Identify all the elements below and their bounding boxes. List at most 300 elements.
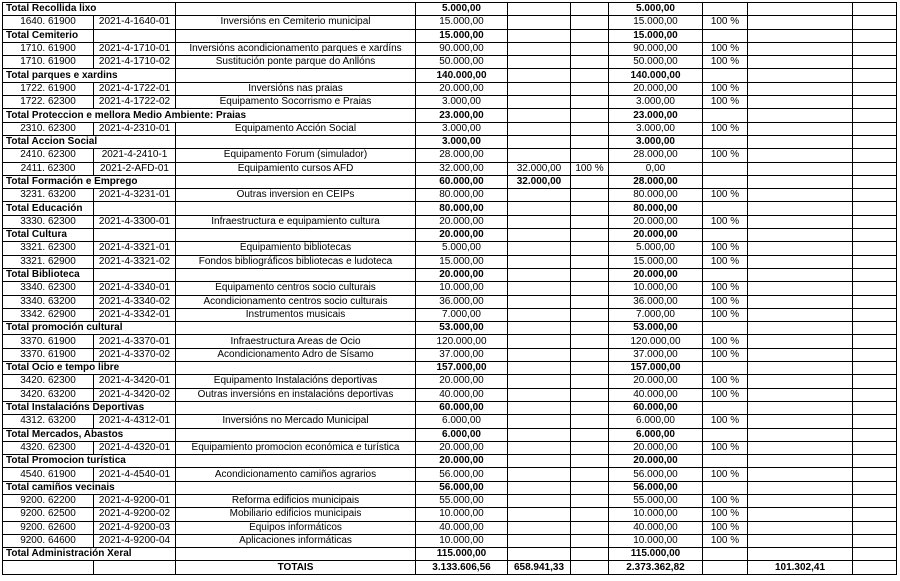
project-code-cell: 2021-4-3321-02 bbox=[94, 255, 176, 268]
amount-final-cell: 37.000,00 bbox=[609, 348, 703, 361]
code-cell: 2310. 62300 bbox=[3, 122, 94, 135]
amount-initial-cell: 3.000,00 bbox=[416, 135, 508, 148]
amount-reduction-cell bbox=[508, 348, 571, 361]
pct-final-cell: 100 % bbox=[703, 255, 748, 268]
amount-other-cell bbox=[748, 295, 853, 308]
amount-other-cell bbox=[748, 3, 853, 16]
amount-reduction-cell bbox=[508, 441, 571, 454]
pct-reduction-cell bbox=[571, 96, 609, 109]
pct-reduction-cell bbox=[571, 122, 609, 135]
total-label-cell: Total promoción cultural bbox=[3, 322, 176, 335]
amount-reduction-cell bbox=[508, 521, 571, 534]
code-cell: 3420. 62300 bbox=[3, 375, 94, 388]
project-code-cell: 2021-4-9200-03 bbox=[94, 521, 176, 534]
amount-reduction-cell bbox=[508, 322, 571, 335]
description-cell bbox=[176, 202, 416, 215]
spacer-cell bbox=[94, 268, 176, 281]
amount-other-cell bbox=[748, 16, 853, 29]
amount-other-cell bbox=[748, 388, 853, 401]
project-code-cell: 2021-4-2410-1 bbox=[94, 149, 176, 162]
code-cell: 1710. 61900 bbox=[3, 56, 94, 69]
amount-initial-cell: 20.000,00 bbox=[416, 455, 508, 468]
spacer-cell bbox=[94, 229, 176, 242]
description-cell bbox=[176, 481, 416, 494]
amount-reduction-cell bbox=[508, 468, 571, 481]
description-cell: Equipamiento cursos AFD bbox=[176, 162, 416, 175]
pct-final-cell: 100 % bbox=[703, 415, 748, 428]
pct-final-cell bbox=[703, 69, 748, 82]
amount-other-cell bbox=[748, 494, 853, 507]
description-cell: Inversións nas praias bbox=[176, 82, 416, 95]
total-label-cell: Total Administración Xeral bbox=[3, 548, 176, 561]
amount-initial-cell: 140.000,00 bbox=[416, 69, 508, 82]
pct-final-cell: 100 % bbox=[703, 16, 748, 29]
project-code-cell: 2021-4-3420-01 bbox=[94, 375, 176, 388]
pct-final-cell bbox=[703, 229, 748, 242]
project-code-cell: 2021-4-4320-01 bbox=[94, 441, 176, 454]
code-cell: 1710. 61900 bbox=[3, 42, 94, 55]
amount-final-cell: 40.000,00 bbox=[609, 521, 703, 534]
code-cell: 2410. 62300 bbox=[3, 149, 94, 162]
amount-initial-cell: 5.000,00 bbox=[416, 3, 508, 16]
amount-other-cell bbox=[748, 189, 853, 202]
table-row bbox=[3, 56, 897, 69]
blank-cell bbox=[853, 401, 897, 414]
amount-final-cell: 3.000,00 bbox=[609, 122, 703, 135]
amount-other-cell bbox=[748, 521, 853, 534]
amount-initial-cell: 10.000,00 bbox=[416, 508, 508, 521]
pct-reduction-cell: 100 % bbox=[571, 162, 609, 175]
amount-initial-cell: 3.000,00 bbox=[416, 96, 508, 109]
table-row bbox=[3, 348, 897, 361]
amount-reduction-cell bbox=[508, 455, 571, 468]
amount-final-cell: 10.000,00 bbox=[609, 282, 703, 295]
amount-initial-cell: 40.000,00 bbox=[416, 521, 508, 534]
project-code-cell: 2021-4-1710-02 bbox=[94, 56, 176, 69]
amount-reduction-cell bbox=[508, 3, 571, 16]
amount-reduction-cell bbox=[508, 388, 571, 401]
blank-cell bbox=[853, 109, 897, 122]
amount-reduction-cell bbox=[508, 109, 571, 122]
blank-cell bbox=[853, 242, 897, 255]
amount-final-cell: 3.000,00 bbox=[609, 96, 703, 109]
table-row bbox=[3, 561, 897, 575]
project-code-cell: 2021-4-1640-01 bbox=[94, 16, 176, 29]
amount-initial-cell: 36.000,00 bbox=[416, 295, 508, 308]
pct-reduction-cell bbox=[571, 561, 609, 575]
blank-cell bbox=[853, 322, 897, 335]
pct-final-cell: 100 % bbox=[703, 335, 748, 348]
pct-reduction-cell bbox=[571, 534, 609, 547]
amount-final-cell: 20.000,00 bbox=[609, 229, 703, 242]
total-label-cell: Total Educación bbox=[3, 202, 94, 215]
blank-cell bbox=[853, 362, 897, 375]
amount-final-cell: 6.000,00 bbox=[609, 415, 703, 428]
pct-final-cell bbox=[703, 322, 748, 335]
code-cell: 3342. 62900 bbox=[3, 308, 94, 321]
pct-reduction-cell bbox=[571, 322, 609, 335]
blank-cell bbox=[853, 481, 897, 494]
amount-other-cell bbox=[748, 348, 853, 361]
amount-final-cell: 56.000,00 bbox=[609, 468, 703, 481]
amount-final-cell: 23.000,00 bbox=[609, 109, 703, 122]
pct-reduction-cell bbox=[571, 29, 609, 42]
project-code-cell: 2021-4-9200-04 bbox=[94, 534, 176, 547]
amount-final-cell: 10.000,00 bbox=[609, 534, 703, 547]
amount-reduction-cell bbox=[508, 135, 571, 148]
project-code-cell: 2021-4-4540-01 bbox=[94, 468, 176, 481]
amount-final-cell: 0,00 bbox=[609, 162, 703, 175]
amount-reduction-cell bbox=[508, 375, 571, 388]
amount-initial-cell: 6.000,00 bbox=[416, 428, 508, 441]
amount-other-cell bbox=[748, 162, 853, 175]
amount-final-cell: 120.000,00 bbox=[609, 335, 703, 348]
table-row bbox=[3, 441, 897, 454]
amount-initial-cell: 20.000,00 bbox=[416, 215, 508, 228]
total-label-cell: Total Proteccion e mellora Medio Ambiente: Praias bbox=[3, 109, 416, 122]
amount-other-cell bbox=[748, 362, 853, 375]
pct-final-cell bbox=[703, 455, 748, 468]
code-cell: 3330. 62300 bbox=[3, 215, 94, 228]
table-row bbox=[3, 162, 897, 175]
pct-final-cell: 100 % bbox=[703, 215, 748, 228]
pct-reduction-cell bbox=[571, 282, 609, 295]
amount-reduction-cell bbox=[508, 415, 571, 428]
description-cell bbox=[176, 548, 416, 561]
amount-final-cell: 140.000,00 bbox=[609, 69, 703, 82]
amount-initial-cell: 10.000,00 bbox=[416, 534, 508, 547]
amount-reduction-cell bbox=[508, 82, 571, 95]
description-cell bbox=[176, 428, 416, 441]
spacer-cell bbox=[94, 29, 176, 42]
blank-cell bbox=[853, 215, 897, 228]
pct-reduction-cell bbox=[571, 521, 609, 534]
pct-final-cell: 100 % bbox=[703, 56, 748, 69]
pct-final-cell: 100 % bbox=[703, 468, 748, 481]
code-cell: 3321. 62300 bbox=[3, 242, 94, 255]
blank-cell bbox=[853, 162, 897, 175]
pct-reduction-cell bbox=[571, 362, 609, 375]
pct-reduction-cell bbox=[571, 242, 609, 255]
amount-initial-cell: 37.000,00 bbox=[416, 348, 508, 361]
amount-final-cell: 2.373.362,82 bbox=[609, 561, 703, 575]
blank-cell bbox=[853, 534, 897, 547]
amount-other-cell bbox=[748, 149, 853, 162]
pct-reduction-cell bbox=[571, 428, 609, 441]
project-code-cell: 2021-4-2310-01 bbox=[94, 122, 176, 135]
blank-cell bbox=[853, 295, 897, 308]
blank-cell bbox=[853, 375, 897, 388]
pct-final-cell: 100 % bbox=[703, 122, 748, 135]
description-cell: Acondicionamento centros socio culturais bbox=[176, 295, 416, 308]
pct-reduction-cell bbox=[571, 375, 609, 388]
total-label-cell: Total Cemiterio bbox=[3, 29, 94, 42]
amount-other-cell bbox=[748, 215, 853, 228]
amount-initial-cell: 80.000,00 bbox=[416, 202, 508, 215]
code-cell: 2411. 62300 bbox=[3, 162, 94, 175]
amount-reduction-cell bbox=[508, 548, 571, 561]
amount-initial-cell: 10.000,00 bbox=[416, 282, 508, 295]
table-row bbox=[3, 242, 897, 255]
amount-initial-cell: 53.000,00 bbox=[416, 322, 508, 335]
project-code-cell: 2021-4-3370-02 bbox=[94, 348, 176, 361]
description-cell: Aplicaciones informáticas bbox=[176, 534, 416, 547]
blank-cell bbox=[853, 308, 897, 321]
pct-reduction-cell bbox=[571, 42, 609, 55]
amount-other-cell bbox=[748, 109, 853, 122]
amount-final-cell: 5.000,00 bbox=[609, 3, 703, 16]
description-cell bbox=[176, 455, 416, 468]
description-cell bbox=[176, 401, 416, 414]
table-row bbox=[3, 255, 897, 268]
amount-other-cell bbox=[748, 415, 853, 428]
description-cell bbox=[176, 362, 416, 375]
pct-reduction-cell bbox=[571, 508, 609, 521]
amount-reduction-cell bbox=[508, 242, 571, 255]
table-row bbox=[3, 42, 897, 55]
amount-reduction-cell bbox=[508, 56, 571, 69]
pct-reduction-cell bbox=[571, 175, 609, 188]
project-code-cell: 2021-4-3340-01 bbox=[94, 282, 176, 295]
code-cell: 1722. 62300 bbox=[3, 96, 94, 109]
description-cell: Equipamento Forum (simulador) bbox=[176, 149, 416, 162]
total-label-cell: Total Mercados, Abastos bbox=[3, 428, 176, 441]
amount-reduction-cell bbox=[508, 494, 571, 507]
blank-cell bbox=[853, 508, 897, 521]
table-row bbox=[3, 508, 897, 521]
blank-cell bbox=[853, 56, 897, 69]
amount-reduction-cell bbox=[508, 149, 571, 162]
pct-final-cell bbox=[703, 162, 748, 175]
amount-reduction-cell: 32.000,00 bbox=[508, 162, 571, 175]
pct-final-cell: 100 % bbox=[703, 42, 748, 55]
pct-final-cell: 100 % bbox=[703, 508, 748, 521]
blank-cell bbox=[853, 468, 897, 481]
amount-final-cell: 90.000,00 bbox=[609, 42, 703, 55]
blank-cell bbox=[853, 548, 897, 561]
project-code-cell: 2021-4-3342-01 bbox=[94, 308, 176, 321]
project-code-cell: 2021-4-3321-01 bbox=[94, 242, 176, 255]
blank-cell bbox=[853, 122, 897, 135]
pct-final-cell: 100 % bbox=[703, 441, 748, 454]
pct-final-cell: 100 % bbox=[703, 388, 748, 401]
amount-reduction-cell bbox=[508, 335, 571, 348]
project-code-cell: 2021-4-9200-02 bbox=[94, 508, 176, 521]
amount-final-cell: 20.000,00 bbox=[609, 82, 703, 95]
pct-reduction-cell bbox=[571, 268, 609, 281]
amount-initial-cell: 56.000,00 bbox=[416, 468, 508, 481]
table-row bbox=[3, 295, 897, 308]
amount-other-cell bbox=[748, 455, 853, 468]
amount-initial-cell: 20.000,00 bbox=[416, 268, 508, 281]
amount-reduction-cell bbox=[508, 96, 571, 109]
code-cell: 3231. 63200 bbox=[3, 189, 94, 202]
table-row bbox=[3, 229, 897, 242]
blank-cell bbox=[853, 16, 897, 29]
amount-final-cell: 20.000,00 bbox=[609, 375, 703, 388]
table-row bbox=[3, 362, 897, 375]
amount-reduction-cell bbox=[508, 29, 571, 42]
blank-cell bbox=[853, 441, 897, 454]
amount-other-cell bbox=[748, 255, 853, 268]
amount-initial-cell: 6.000,00 bbox=[416, 415, 508, 428]
pct-reduction-cell bbox=[571, 56, 609, 69]
table-row bbox=[3, 82, 897, 95]
amount-final-cell: 53.000,00 bbox=[609, 322, 703, 335]
amount-initial-cell: 7.000,00 bbox=[416, 308, 508, 321]
table-row bbox=[3, 3, 897, 16]
blank-cell bbox=[853, 255, 897, 268]
pct-reduction-cell bbox=[571, 255, 609, 268]
blank-cell bbox=[853, 135, 897, 148]
amount-reduction-cell bbox=[508, 69, 571, 82]
amount-reduction-cell bbox=[508, 255, 571, 268]
code-cell: 3340. 63200 bbox=[3, 295, 94, 308]
amount-reduction-cell bbox=[508, 401, 571, 414]
blank-cell bbox=[853, 494, 897, 507]
description-cell: Fondos bibliográficos bibliotecas e ludoteca bbox=[176, 255, 416, 268]
table-row bbox=[3, 322, 897, 335]
amount-initial-cell: 23.000,00 bbox=[416, 109, 508, 122]
pct-reduction-cell bbox=[571, 348, 609, 361]
blank-cell bbox=[853, 282, 897, 295]
table-row bbox=[3, 308, 897, 321]
total-label-cell: Total Formación e Emprego bbox=[3, 175, 176, 188]
amount-initial-cell: 90.000,00 bbox=[416, 42, 508, 55]
amount-reduction-cell bbox=[508, 42, 571, 55]
description-cell: Outras inversion en CEIPs bbox=[176, 189, 416, 202]
amount-other-cell bbox=[748, 375, 853, 388]
table-row bbox=[3, 428, 897, 441]
pct-reduction-cell bbox=[571, 189, 609, 202]
table-row bbox=[3, 109, 897, 122]
table-row bbox=[3, 175, 897, 188]
code-cell: 9200. 64600 bbox=[3, 534, 94, 547]
pct-reduction-cell bbox=[571, 3, 609, 16]
pct-final-cell bbox=[703, 202, 748, 215]
description-cell: Inversións en Cemiterio municipal bbox=[176, 16, 416, 29]
blank-cell bbox=[853, 3, 897, 16]
pct-final-cell bbox=[703, 481, 748, 494]
description-cell: Acondicionamento Adro de Sísamo bbox=[176, 348, 416, 361]
description-cell: Mobiliario edificios municipais bbox=[176, 508, 416, 521]
amount-initial-cell: 20.000,00 bbox=[416, 229, 508, 242]
blank-cell bbox=[853, 268, 897, 281]
table-row bbox=[3, 189, 897, 202]
description-cell: Inversións no Mercado Municipal bbox=[176, 415, 416, 428]
amount-other-cell bbox=[748, 42, 853, 55]
amount-other-cell bbox=[748, 441, 853, 454]
amount-other-cell bbox=[748, 242, 853, 255]
amount-initial-cell: 32.000,00 bbox=[416, 162, 508, 175]
amount-initial-cell: 15.000,00 bbox=[416, 16, 508, 29]
project-code-cell: 2021-4-1722-01 bbox=[94, 82, 176, 95]
project-code-cell: 2021-4-3231-01 bbox=[94, 189, 176, 202]
pct-reduction-cell bbox=[571, 548, 609, 561]
code-cell: 3420. 63200 bbox=[3, 388, 94, 401]
table-row bbox=[3, 29, 897, 42]
table-row bbox=[3, 481, 897, 494]
pct-reduction-cell bbox=[571, 215, 609, 228]
table-row bbox=[3, 534, 897, 547]
table-row bbox=[3, 375, 897, 388]
amount-reduction-cell bbox=[508, 202, 571, 215]
table-row bbox=[3, 388, 897, 401]
amount-initial-cell: 115.000,00 bbox=[416, 548, 508, 561]
description-cell: Equipamento Instalacións deportivas bbox=[176, 375, 416, 388]
code-cell: 4312. 63200 bbox=[3, 415, 94, 428]
amount-reduction-cell bbox=[508, 481, 571, 494]
amount-final-cell: 3.000,00 bbox=[609, 135, 703, 148]
pct-final-cell: 100 % bbox=[703, 242, 748, 255]
amount-final-cell: 28.000,00 bbox=[609, 175, 703, 188]
pct-final-cell bbox=[703, 548, 748, 561]
pct-final-cell bbox=[703, 268, 748, 281]
amount-initial-cell: 5.000,00 bbox=[416, 242, 508, 255]
code-cell: 3340. 62300 bbox=[3, 282, 94, 295]
amount-reduction-cell bbox=[508, 282, 571, 295]
blank-cell bbox=[853, 229, 897, 242]
pct-reduction-cell bbox=[571, 308, 609, 321]
description-cell: Equipamento Acción Social bbox=[176, 122, 416, 135]
amount-final-cell: 10.000,00 bbox=[609, 508, 703, 521]
amount-final-cell: 20.000,00 bbox=[609, 268, 703, 281]
amount-initial-cell: 20.000,00 bbox=[416, 375, 508, 388]
pct-reduction-cell bbox=[571, 415, 609, 428]
amount-final-cell: 15.000,00 bbox=[609, 29, 703, 42]
total-label-cell: Total Instalacións Deportivas bbox=[3, 401, 176, 414]
project-code-cell: 2021-4-3340-02 bbox=[94, 295, 176, 308]
description-cell: Equipos informáticos bbox=[176, 521, 416, 534]
table-row bbox=[3, 548, 897, 561]
pct-final-cell: 100 % bbox=[703, 494, 748, 507]
amount-initial-cell: 55.000,00 bbox=[416, 494, 508, 507]
pct-reduction-cell bbox=[571, 481, 609, 494]
table-row bbox=[3, 96, 897, 109]
amount-other-cell bbox=[748, 175, 853, 188]
pct-final-cell: 100 % bbox=[703, 295, 748, 308]
amount-final-cell: 60.000,00 bbox=[609, 401, 703, 414]
table-row bbox=[3, 215, 897, 228]
pct-reduction-cell bbox=[571, 229, 609, 242]
pct-final-cell: 100 % bbox=[703, 96, 748, 109]
amount-other-cell bbox=[748, 96, 853, 109]
pct-final-cell bbox=[703, 362, 748, 375]
amount-initial-cell: 15.000,00 bbox=[416, 29, 508, 42]
table-row bbox=[3, 521, 897, 534]
project-code-cell: 2021-4-4312-01 bbox=[94, 415, 176, 428]
amount-final-cell: 20.000,00 bbox=[609, 455, 703, 468]
total-label-cell: Total parques e xardins bbox=[3, 69, 176, 82]
description-cell: Outras inversións en instalacións deportivas bbox=[176, 388, 416, 401]
blank-cell bbox=[853, 348, 897, 361]
code-cell: 4540. 61900 bbox=[3, 468, 94, 481]
pct-reduction-cell bbox=[571, 441, 609, 454]
budget-table bbox=[2, 2, 897, 575]
pct-reduction-cell bbox=[571, 494, 609, 507]
pct-final-cell bbox=[703, 29, 748, 42]
amount-initial-cell: 80.000,00 bbox=[416, 189, 508, 202]
blank-cell bbox=[853, 189, 897, 202]
table-row bbox=[3, 135, 897, 148]
pct-final-cell bbox=[703, 3, 748, 16]
amount-initial-cell: 56.000,00 bbox=[416, 481, 508, 494]
amount-reduction-cell bbox=[508, 508, 571, 521]
table-row bbox=[3, 268, 897, 281]
amount-initial-cell: 50.000,00 bbox=[416, 56, 508, 69]
amount-other-cell bbox=[748, 69, 853, 82]
pct-final-cell: 100 % bbox=[703, 189, 748, 202]
